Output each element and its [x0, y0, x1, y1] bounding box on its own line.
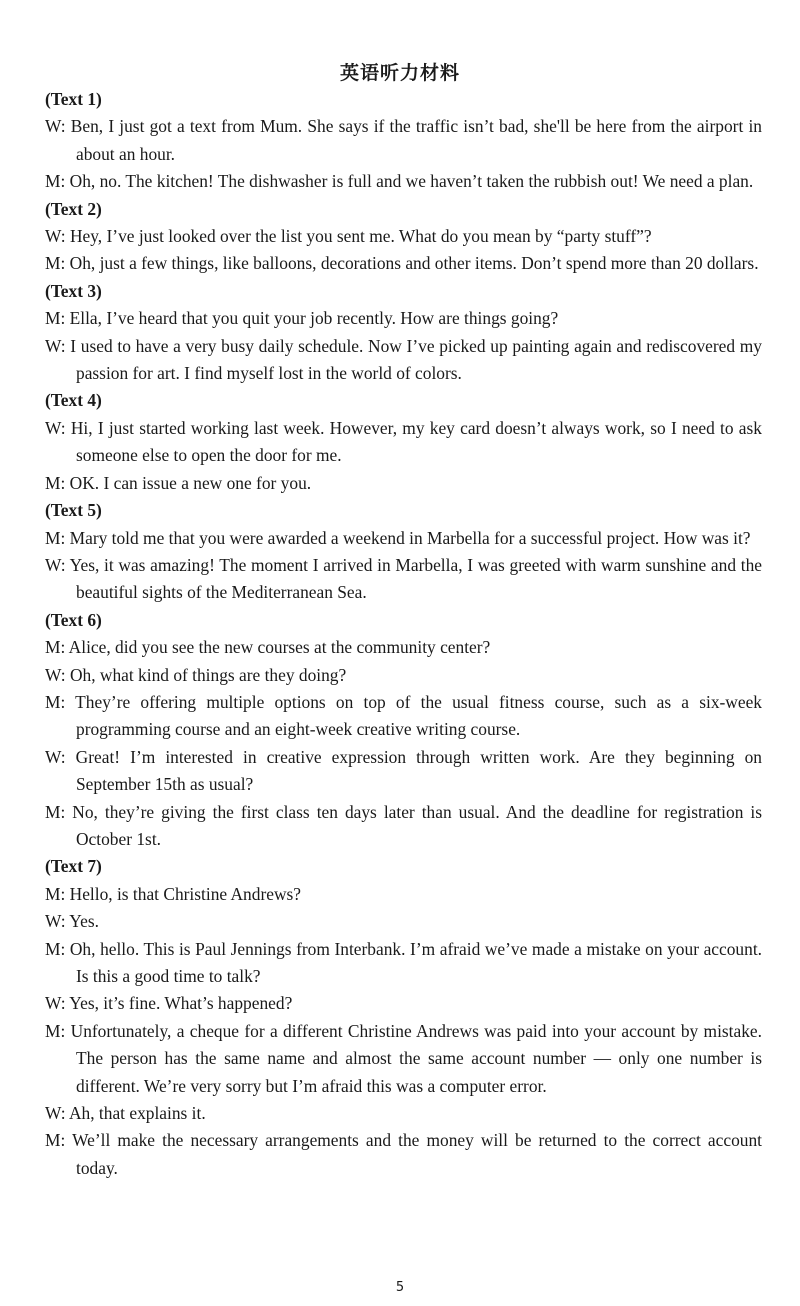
- dialogue-line: W: Hey, I’ve just looked over the list you sent me. What do you mean by “party stuff”?: [45, 226, 652, 247]
- section-heading: (Text 2): [45, 198, 102, 219]
- text-section: [45, 86, 762, 196]
- dialogue-line: M: Alice, did you see the new courses at the community center?: [45, 637, 491, 658]
- dialogue-line: W: Ah, that explains it.: [45, 1103, 206, 1124]
- dialogue-line: M: Unfortunately, a cheque for a different Christine Andrews was paid into your account by mistake. The person has the same name and almost the same account number — only one number is different. We’re very sorry but I’m afraid this was a computer error.: [45, 1020, 762, 1096]
- dialogue-line: M: No, they’re giving the first class ten days later than usual. And the deadline for registration is October 1st.: [45, 801, 762, 849]
- text-section: [45, 607, 762, 854]
- text-section: [45, 196, 762, 278]
- transcript-body: [45, 86, 762, 1182]
- dialogue-line: M: OK. I can issue a new one for you.: [45, 472, 312, 493]
- section-heading: (Text 4): [45, 390, 102, 411]
- text-section: [45, 497, 762, 607]
- text-section: [45, 278, 762, 388]
- dialogue-line: M: We’ll make the necessary arrangements and the money will be returned to the correct account today.: [45, 1130, 762, 1178]
- dialogue-line: M: Oh, no. The kitchen! The dishwasher is full and we haven’t taken the rubbish out! We need a plan.: [45, 171, 754, 192]
- dialogue-line: W: Yes.: [45, 911, 99, 932]
- dialogue-line: W: Yes, it was amazing! The moment I arrived in Marbella, I was greeted with warm sunshine and the beautiful sights of the Mediterranean Sea.: [45, 554, 762, 603]
- dialogue-line: W: Yes, it’s fine. What’s happened?: [45, 993, 293, 1014]
- page-title: 英语听力材料: [339, 62, 460, 84]
- section-heading: (Text 1): [45, 89, 102, 109]
- dialogue-line: M: Ella, I’ve heard that you quit your job recently. How are things going?: [45, 308, 559, 329]
- dialogue-line: M: Hello, is that Christine Andrews?: [45, 883, 302, 904]
- dialogue-line: M: Mary told me that you were awarded a weekend in Marbella for a successful project. How was it?: [45, 527, 751, 548]
- dialogue-line: M: Oh, just a few things, like balloons, decorations and other items. Don’t spend more than 20 dollars.: [45, 253, 759, 274]
- section-heading: (Text 6): [45, 609, 102, 630]
- section-heading: (Text 3): [45, 280, 102, 301]
- dialogue-line: W: Ben, I just got a text from Mum. She says if the traffic isn’t bad, she'll be here from the airport in about an hour.: [45, 116, 762, 164]
- dialogue-line: W: Oh, what kind of things are they doing?: [45, 664, 347, 685]
- dialogue-line: W: Hi, I just started working last week. However, my key card doesn’t always work, so I need to ask someone else to open the door for me.: [45, 417, 762, 466]
- text-section: [45, 387, 762, 497]
- dialogue-line: M: They’re offering multiple options on top of the usual fitness course, such as a six-week programming course and an eight-week creative writing course.: [45, 691, 762, 740]
- dialogue-line: M: Oh, hello. This is Paul Jennings from Interbank. I’m afraid we’ve made a mistake on your account. Is this a good time to talk?: [45, 938, 762, 986]
- page-number: 5: [395, 1280, 405, 1295]
- section-heading: (Text 7): [45, 856, 102, 877]
- text-section: [45, 853, 762, 1182]
- section-heading: (Text 5): [45, 500, 102, 521]
- dialogue-line: W: I used to have a very busy daily schedule. Now I’ve picked up painting again and rediscovered my passion for art. I find myself lost in the world of colors.: [45, 335, 762, 384]
- dialogue-line: W: Great! I’m interested in creative expression through written work. Are they beginning on September 15th as usual?: [45, 746, 762, 795]
